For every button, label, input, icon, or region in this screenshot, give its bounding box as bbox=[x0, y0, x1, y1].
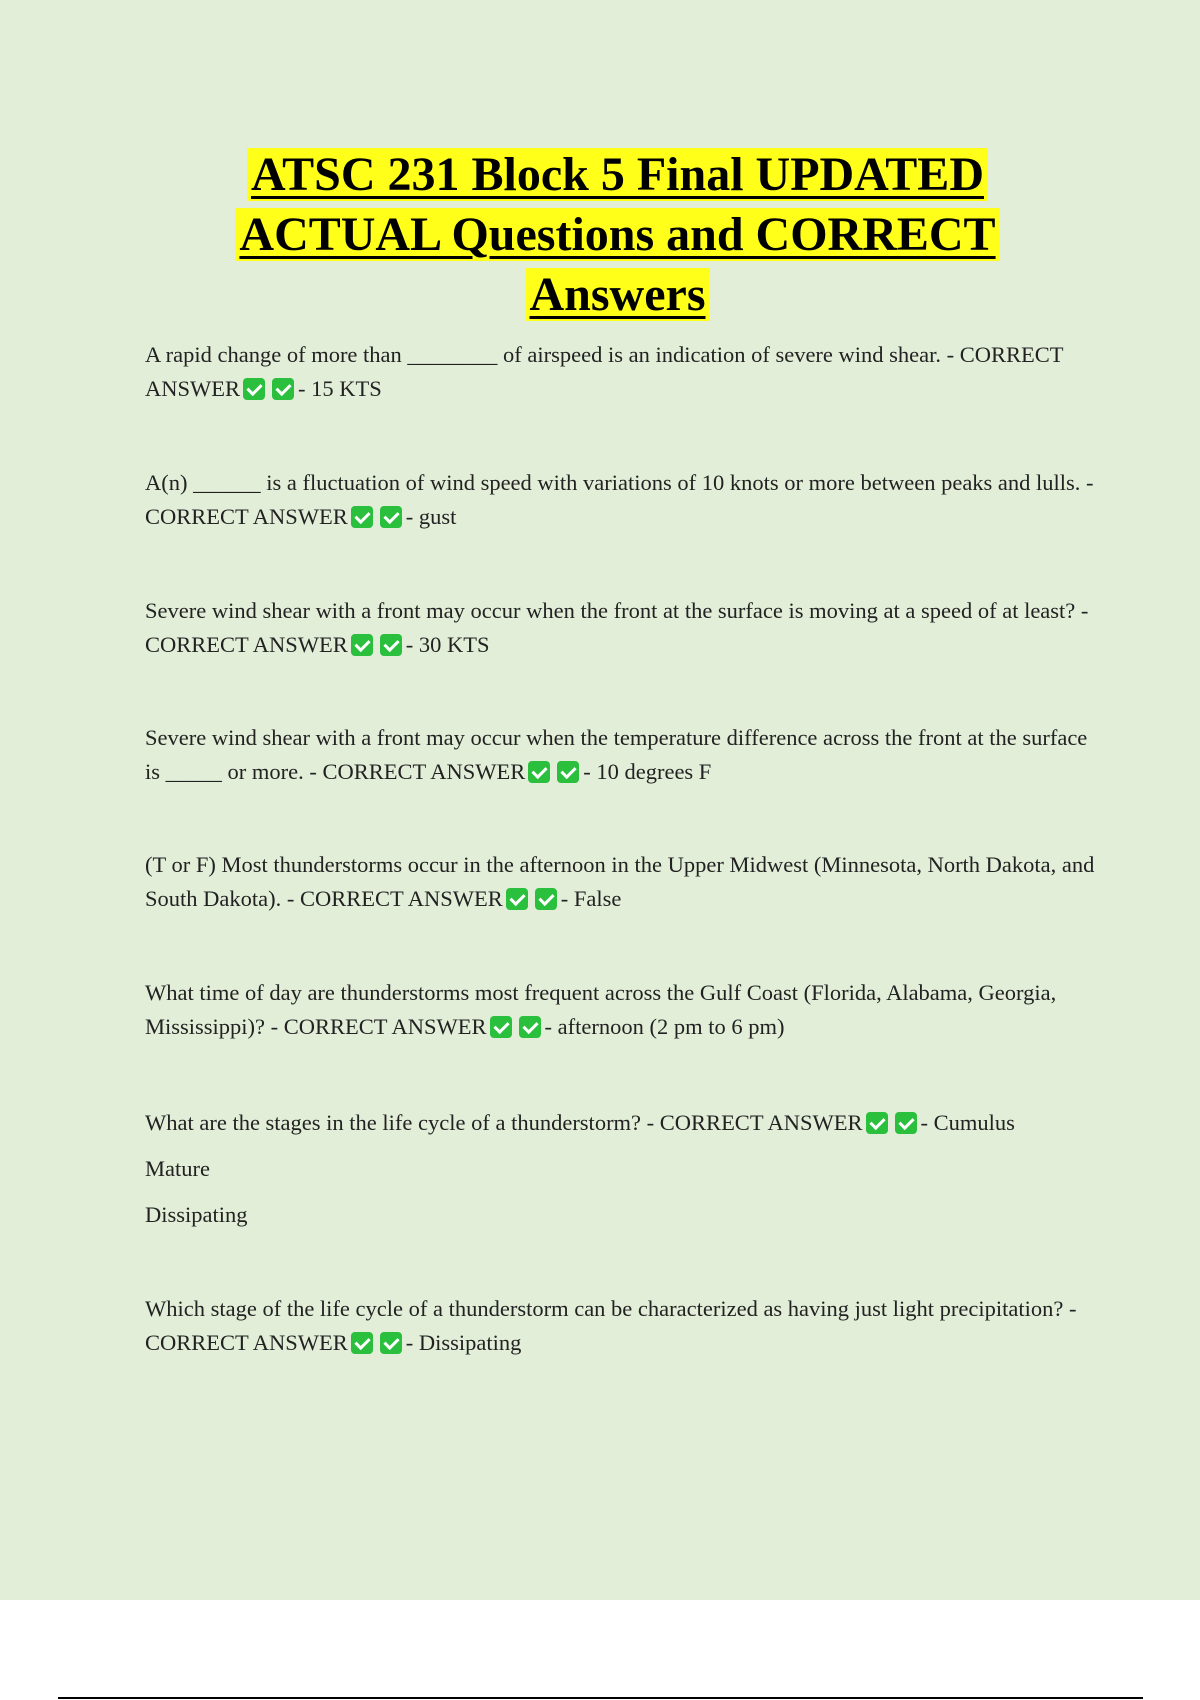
check-mark-button-icon bbox=[519, 1016, 541, 1038]
qa-item-7 bbox=[145, 1106, 1095, 1232]
qa-item-6 bbox=[145, 976, 1095, 1044]
answer-text: - Dissipating bbox=[405, 1330, 522, 1355]
check-mark-button-icon bbox=[895, 1112, 917, 1134]
question-text: Severe wind shear with a front may occur when the front at the surface is moving at a speed of at least? - bbox=[145, 598, 1089, 623]
answer-extra-line: Mature bbox=[145, 1156, 210, 1181]
question-text: Severe wind shear with a front may occur when the temperature difference across the front at the surface is _____ or more. - bbox=[145, 725, 1088, 784]
qa-item-8 bbox=[145, 1292, 1095, 1360]
qa-item-1 bbox=[145, 338, 1095, 406]
check-mark-button-icon bbox=[380, 634, 402, 656]
answer-text: - 30 KTS bbox=[405, 632, 490, 657]
answer-marker: CORRECT ANSWER bbox=[283, 1014, 487, 1039]
check-mark-button-icon bbox=[380, 506, 402, 528]
question-text: What time of day are thunderstorms most frequent across the Gulf Coast (Florida, Alabama, Georgia, Mississippi)? - bbox=[145, 980, 1057, 1039]
question-text: What are the stages in the life cycle of a thunderstorm? - bbox=[145, 1110, 655, 1135]
question-text: (T or F) Most thunderstorms occur in the afternoon in the Upper Midwest (Minnesota, North Dakota, and South Dakota). - bbox=[145, 852, 1095, 911]
qa-item-5 bbox=[145, 848, 1095, 916]
question-text: A(n) ______ is a fluctuation of wind speed with variations of 10 knots or more between peaks and lulls. - bbox=[145, 470, 1094, 495]
check-mark-button-icon bbox=[351, 1332, 373, 1354]
answer-text: - 10 degrees F bbox=[583, 759, 712, 784]
check-mark-button-icon bbox=[243, 378, 265, 400]
title-line-2: ACTUAL Questions and CORRECT bbox=[235, 208, 999, 261]
check-mark-button-icon bbox=[490, 1016, 512, 1038]
answer-marker: CORRECT ANSWER bbox=[145, 504, 348, 529]
answer-marker: CORRECT ANSWER bbox=[299, 886, 503, 911]
check-mark-button-icon bbox=[866, 1112, 888, 1134]
answer-extra-line: Dissipating bbox=[145, 1202, 248, 1227]
document-title bbox=[0, 145, 1200, 325]
answer-text: - afternoon (2 pm to 6 pm) bbox=[544, 1014, 785, 1039]
footer-divider bbox=[58, 1697, 1143, 1699]
check-mark-button-icon bbox=[351, 634, 373, 656]
check-mark-button-icon bbox=[557, 761, 579, 783]
qa-item-2 bbox=[145, 466, 1095, 534]
check-mark-button-icon bbox=[528, 761, 550, 783]
check-mark-button-icon bbox=[351, 506, 373, 528]
answer-marker: CORRECT ANSWER bbox=[145, 632, 348, 657]
answer-marker: CORRECT ANSWER bbox=[145, 342, 1064, 401]
question-text: A rapid change of more than ________ of airspeed is an indication of severe wind shear. - bbox=[145, 342, 955, 367]
answer-marker: CORRECT ANSWER bbox=[322, 759, 526, 784]
answer-marker: CORRECT ANSWER bbox=[659, 1110, 863, 1135]
answer-text: - False bbox=[560, 886, 622, 911]
title-line-1: ATSC 231 Block 5 Final UPDATED bbox=[247, 148, 988, 201]
check-mark-button-icon bbox=[506, 888, 528, 910]
answer-text: - Cumulus bbox=[920, 1110, 1015, 1135]
qa-item-3 bbox=[145, 594, 1095, 662]
answer-text: - gust bbox=[405, 504, 457, 529]
question-text: Which stage of the life cycle of a thunderstorm can be characterized as having just light precipitation? - bbox=[145, 1296, 1077, 1321]
check-mark-button-icon bbox=[272, 378, 294, 400]
answer-marker: CORRECT ANSWER bbox=[145, 1330, 348, 1355]
title-line-3: Answers bbox=[526, 268, 710, 321]
check-mark-button-icon bbox=[380, 1332, 402, 1354]
answer-text: - 15 KTS bbox=[298, 376, 382, 401]
qa-item-4 bbox=[145, 721, 1095, 789]
check-mark-button-icon bbox=[535, 888, 557, 910]
